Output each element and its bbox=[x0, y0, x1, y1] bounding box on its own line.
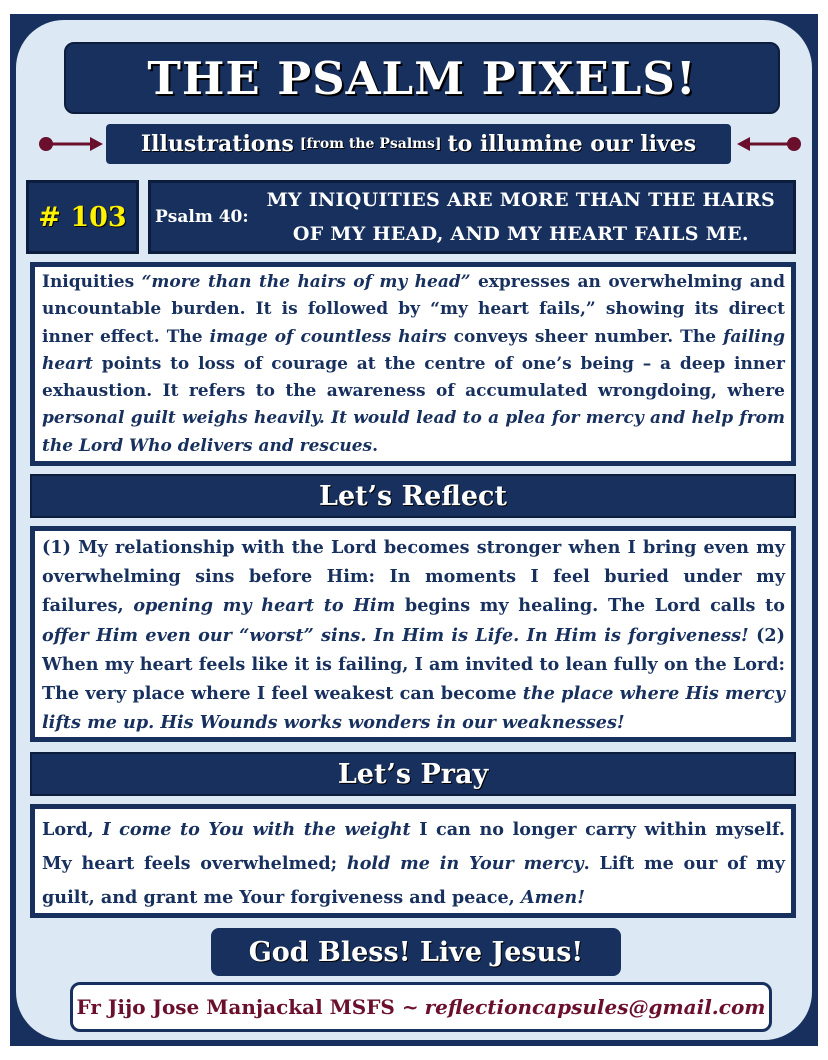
verse-line-2: OF MY HEAD, AND MY HEART FAILS ME. bbox=[292, 223, 749, 245]
psalm-reference: Psalm 40: bbox=[155, 207, 249, 227]
verse-text bbox=[249, 183, 793, 251]
text-run: begins my healing. The Lord calls to bbox=[395, 595, 785, 617]
text-run: Lord, bbox=[42, 819, 103, 840]
subtitle-banner bbox=[106, 124, 731, 164]
page-title: THE PSALM PIXELS! bbox=[64, 42, 780, 114]
right-arrow-icon bbox=[736, 134, 802, 154]
text-run: Iniquities bbox=[42, 272, 142, 292]
text-run-italic: image of countless hairs bbox=[209, 326, 447, 347]
text-run: (2) When my heart feels like it is failing, I am invited to lean fully on the Lord: The very place where I feel weakest can become bbox=[42, 624, 785, 705]
subtitle-small-text: [from the Psalms] bbox=[299, 136, 442, 152]
author-email[interactable]: reflectioncapsules@gmail.com bbox=[424, 995, 766, 1019]
explanation-paragraph bbox=[30, 262, 796, 466]
text-run-italic: failing heart bbox=[42, 326, 786, 374]
blessing-banner: God Bless! Live Jesus! bbox=[211, 928, 621, 976]
entry-number: # 103 bbox=[26, 180, 139, 254]
text-run-italic: Amen! bbox=[520, 887, 585, 908]
text-run-italic: hold me in Your mercy bbox=[346, 853, 584, 874]
prayer-paragraph bbox=[30, 804, 796, 918]
reflect-paragraph bbox=[30, 526, 796, 742]
reflect-heading: Let’s Reflect bbox=[30, 474, 796, 518]
text-run-italic: I come to You with the weight bbox=[102, 819, 411, 840]
text-run-italic: “more than the hairs of my head” bbox=[141, 272, 471, 292]
text-run: conveys sheer number. The bbox=[446, 326, 724, 347]
text-run-italic: opening my heart to Him bbox=[133, 595, 396, 617]
text-run: . Lift me our of my guilt, and grant me Your forgiveness and peace, bbox=[42, 853, 785, 908]
author-footer bbox=[70, 982, 772, 1032]
text-run-italic: offer Him even our “worst” sins. In Him is Life. In Him is forgiveness! bbox=[42, 624, 749, 646]
text-run: expresses an overwhelming and uncountable burden. It is followed by “my heart fails,” showing its direct inner effect. The bbox=[42, 272, 785, 347]
pray-heading: Let’s Pray bbox=[30, 752, 796, 796]
text-run-italic: the place where His mercy lifts me up. His Wounds works wonders in our weaknesses! bbox=[42, 683, 785, 734]
page-frame bbox=[10, 14, 818, 1046]
text-run: (1) My relationship with the Lord becomes stronger when I bring even my overwhelming sins before Him: In moments I feel buried under my failures, bbox=[42, 537, 785, 617]
verse-line-1: MY INIQUITIES ARE MORE THAN THE HAIRS bbox=[266, 189, 776, 211]
left-arrow-icon bbox=[38, 134, 104, 154]
page-background bbox=[16, 20, 812, 1040]
text-run: I can no longer carry within myself. My heart feels overwhelmed; bbox=[42, 819, 785, 874]
subtitle-text-1: Illustrations bbox=[140, 131, 294, 157]
author-name: Fr Jijo Jose Manjackal MSFS ~ bbox=[76, 995, 419, 1019]
text-run: . bbox=[372, 435, 379, 456]
verse-title-box bbox=[148, 180, 796, 254]
subtitle-text-2: to illumine our lives bbox=[447, 131, 697, 157]
text-run-italic: personal guilt weighs heavily. It would lead to a plea for mercy and help from the Lord Who delivers and rescues bbox=[42, 408, 785, 456]
text-run: points to loss of courage at the centre of one’s being – a deep inner exhaustion. It refers to the awareness of accumulated wrongdoing, where bbox=[42, 353, 785, 402]
